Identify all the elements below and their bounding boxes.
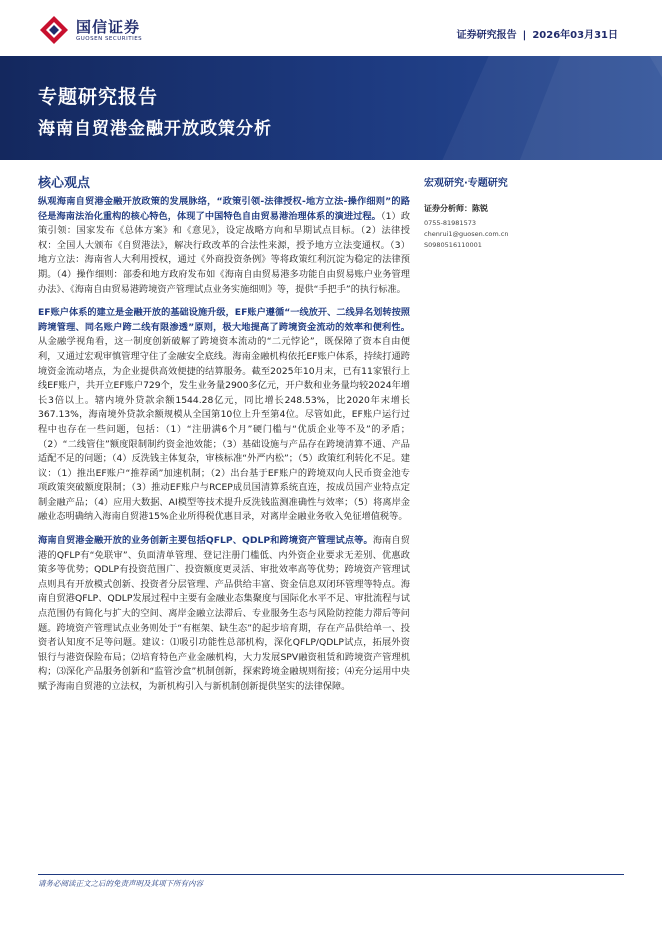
title-banner [0,56,662,160]
page-header [0,0,662,56]
paragraph-body: 从金融学视角看，这一制度创新破解了跨境资本流动的“二元悖论”，既保障了资本自由便利，又通过宏观审慎管理守住了金融安全底线。海南金融机构依托EF账户体系，持续打通跨境资金流动堵点，为企业提供高效便捷的结算服务。截至2025年10月末，已有11家银行上线EF账户，共开立EF账户729个，发生业务量2900多亿元，开户数和业务量均较2024年增长3倍以上。辖内境外贷款余额1544.28亿元，同比增长248.53%，比2020年末增长367.13%，海南境外贷款余额规模从全国第10位上升至第4位。尽管如此，EF账户运行过程中也存在一些问题，包括：（1）“注册满6个月”硬门槛与“优质企业等不及”的矛盾；（2）“二线管住”额度限制制约资金池效能；（3）基础设施与产品存在跨境清算不通、产品适配不足的问题；（4）反洗钱主体复杂，审核标准“外严内松”；（5）政策红利转化不足。建议：（1）推出EF账户“推荐函”加速机制；（2）出台基于EF账户的跨境双向人民币资金池专项政策突破额度限制；（3）推动EF账户与RCEP成员国清算系统直连，按成员国产业特点定制金融产品；（4）应用大数据、AI模型等技术提升反洗钱监测准确性与效率；（5）将离岸金融业态明确纳入海南自贸港15%企业所得税优惠目录，对离岸金融业务收入免征增值税等。 [38,336,410,523]
footer-divider [38,874,624,875]
report-meta [457,26,618,41]
company-logo[interactable] [38,14,168,46]
footer-disclaimer: 请务必阅读正文之后的免责声明及其项下所有内容 [38,879,203,888]
guosen-logo-icon [38,14,70,46]
report-type-heading: 专题研究报告 [38,86,159,108]
paragraph-policy-path [38,195,410,297]
paragraph-highlight: 纵观海南自贸港金融开放政策的发展脉络，“政策引领-法律授权-地方立法-操作细则”的路径是海南法治化重构的核心特色，体现了中国特色自由贸易港治理体系的演进过程。 [38,196,410,222]
report-label: 证券研究报告 [456,30,517,41]
analyst-phone: 0755-81981573 [424,219,476,227]
paragraph-highlight: 海南自贸港金融开放的业务创新主要包括QFLP、QDLP和跨境资产管理试点等。 [38,535,373,547]
banner-decoration [382,56,662,160]
analyst-email[interactable]: chenrui1@guosen.com.cn [424,230,509,238]
sidebar [424,174,624,251]
report-category: 宏观研究·专题研究 [424,178,508,189]
paragraph-ef-account [38,306,410,525]
report-date: 2026年03月31日 [532,30,618,41]
paragraph-business-innovation [38,534,410,695]
main-content [38,195,410,704]
paragraph-body: 海南自贸港的QFLP有“免联审”、负面清单管理、登记注册门槛低、内外资企业要求无差别、优惠政策多等优势；QDLP有投资范围广、投资额度更灵活、审批效率高等优势；跨境资产管理试点则具有开放模式创新、投资者分层管理、产品供给丰富、资金信息双闭环管理等特点。海南自贸港QFLP、QDLP发展过程中主要有金融业态集聚度与国际化水平不足、审批流程与试点范围仍有简化与扩大的空间、离岸金融立法滞后、专业服务生态与风险防控能力滞后等问题。跨境资产管理试点业务则处于“有框架、缺生态”的起步培育期，存在产品供给单一、投资者认知度不足等问题。建议：⑴吸引功能性总部机构，深化QFLP/QDLP试点，拓展外资银行与港资保险布局；⑵培育特色产业金融机构，大力发展SPV融资租赁和跨境资产管理机构；⑶深化产品服务创新和“监管沙盒”机制创新，探索跨境金融规则衔接；⑷充分运用中央赋予海南自贸港的立法权，为新机构引入与新机制创新提供坚实的法律保障。 [38,535,410,692]
header-separator: | [522,30,527,41]
paragraph-highlight: EF账户体系的建立是金融开放的基础设施升级，EF账户遵循“一线放开、二线异名划转按照跨境管理、同名账户跨二线有限渗透”原则，极大地提高了跨境资金流动的效率和便利性。 [38,307,410,333]
logo-english-name: GUOSEN SECURITIES [76,36,143,42]
analyst-name: 证券分析师：陈锐 [424,204,488,213]
paragraph-body: （1）政策引领：国家发布《总体方案》和《意见》，设定战略方向和早期试点目标。（2）法律授权：全国人大颁布《自贸港法》，解决行政改革的合法性来源，授予地方立法变通权。（3）地方立法：海南省人大利用授权，通过《外商投资条例》等将政策红利沉淀为稳定的法律预期。（4）操作细则：部委和地方政府发布如《海南自由贸易港多功能自由贸易账户业务管理办法》、《海南自由贸易港跨境资产管理试点业务实施细则》等，提供“手把手”的执行标准。 [38,210,411,295]
report-title: 海南自贸港金融开放政策分析 [38,119,272,139]
section-title-core-views: 核心观点 [38,176,91,191]
analyst-license: S0980516110001 [424,241,482,249]
logo-chinese-name: 国信证券 [76,18,141,36]
